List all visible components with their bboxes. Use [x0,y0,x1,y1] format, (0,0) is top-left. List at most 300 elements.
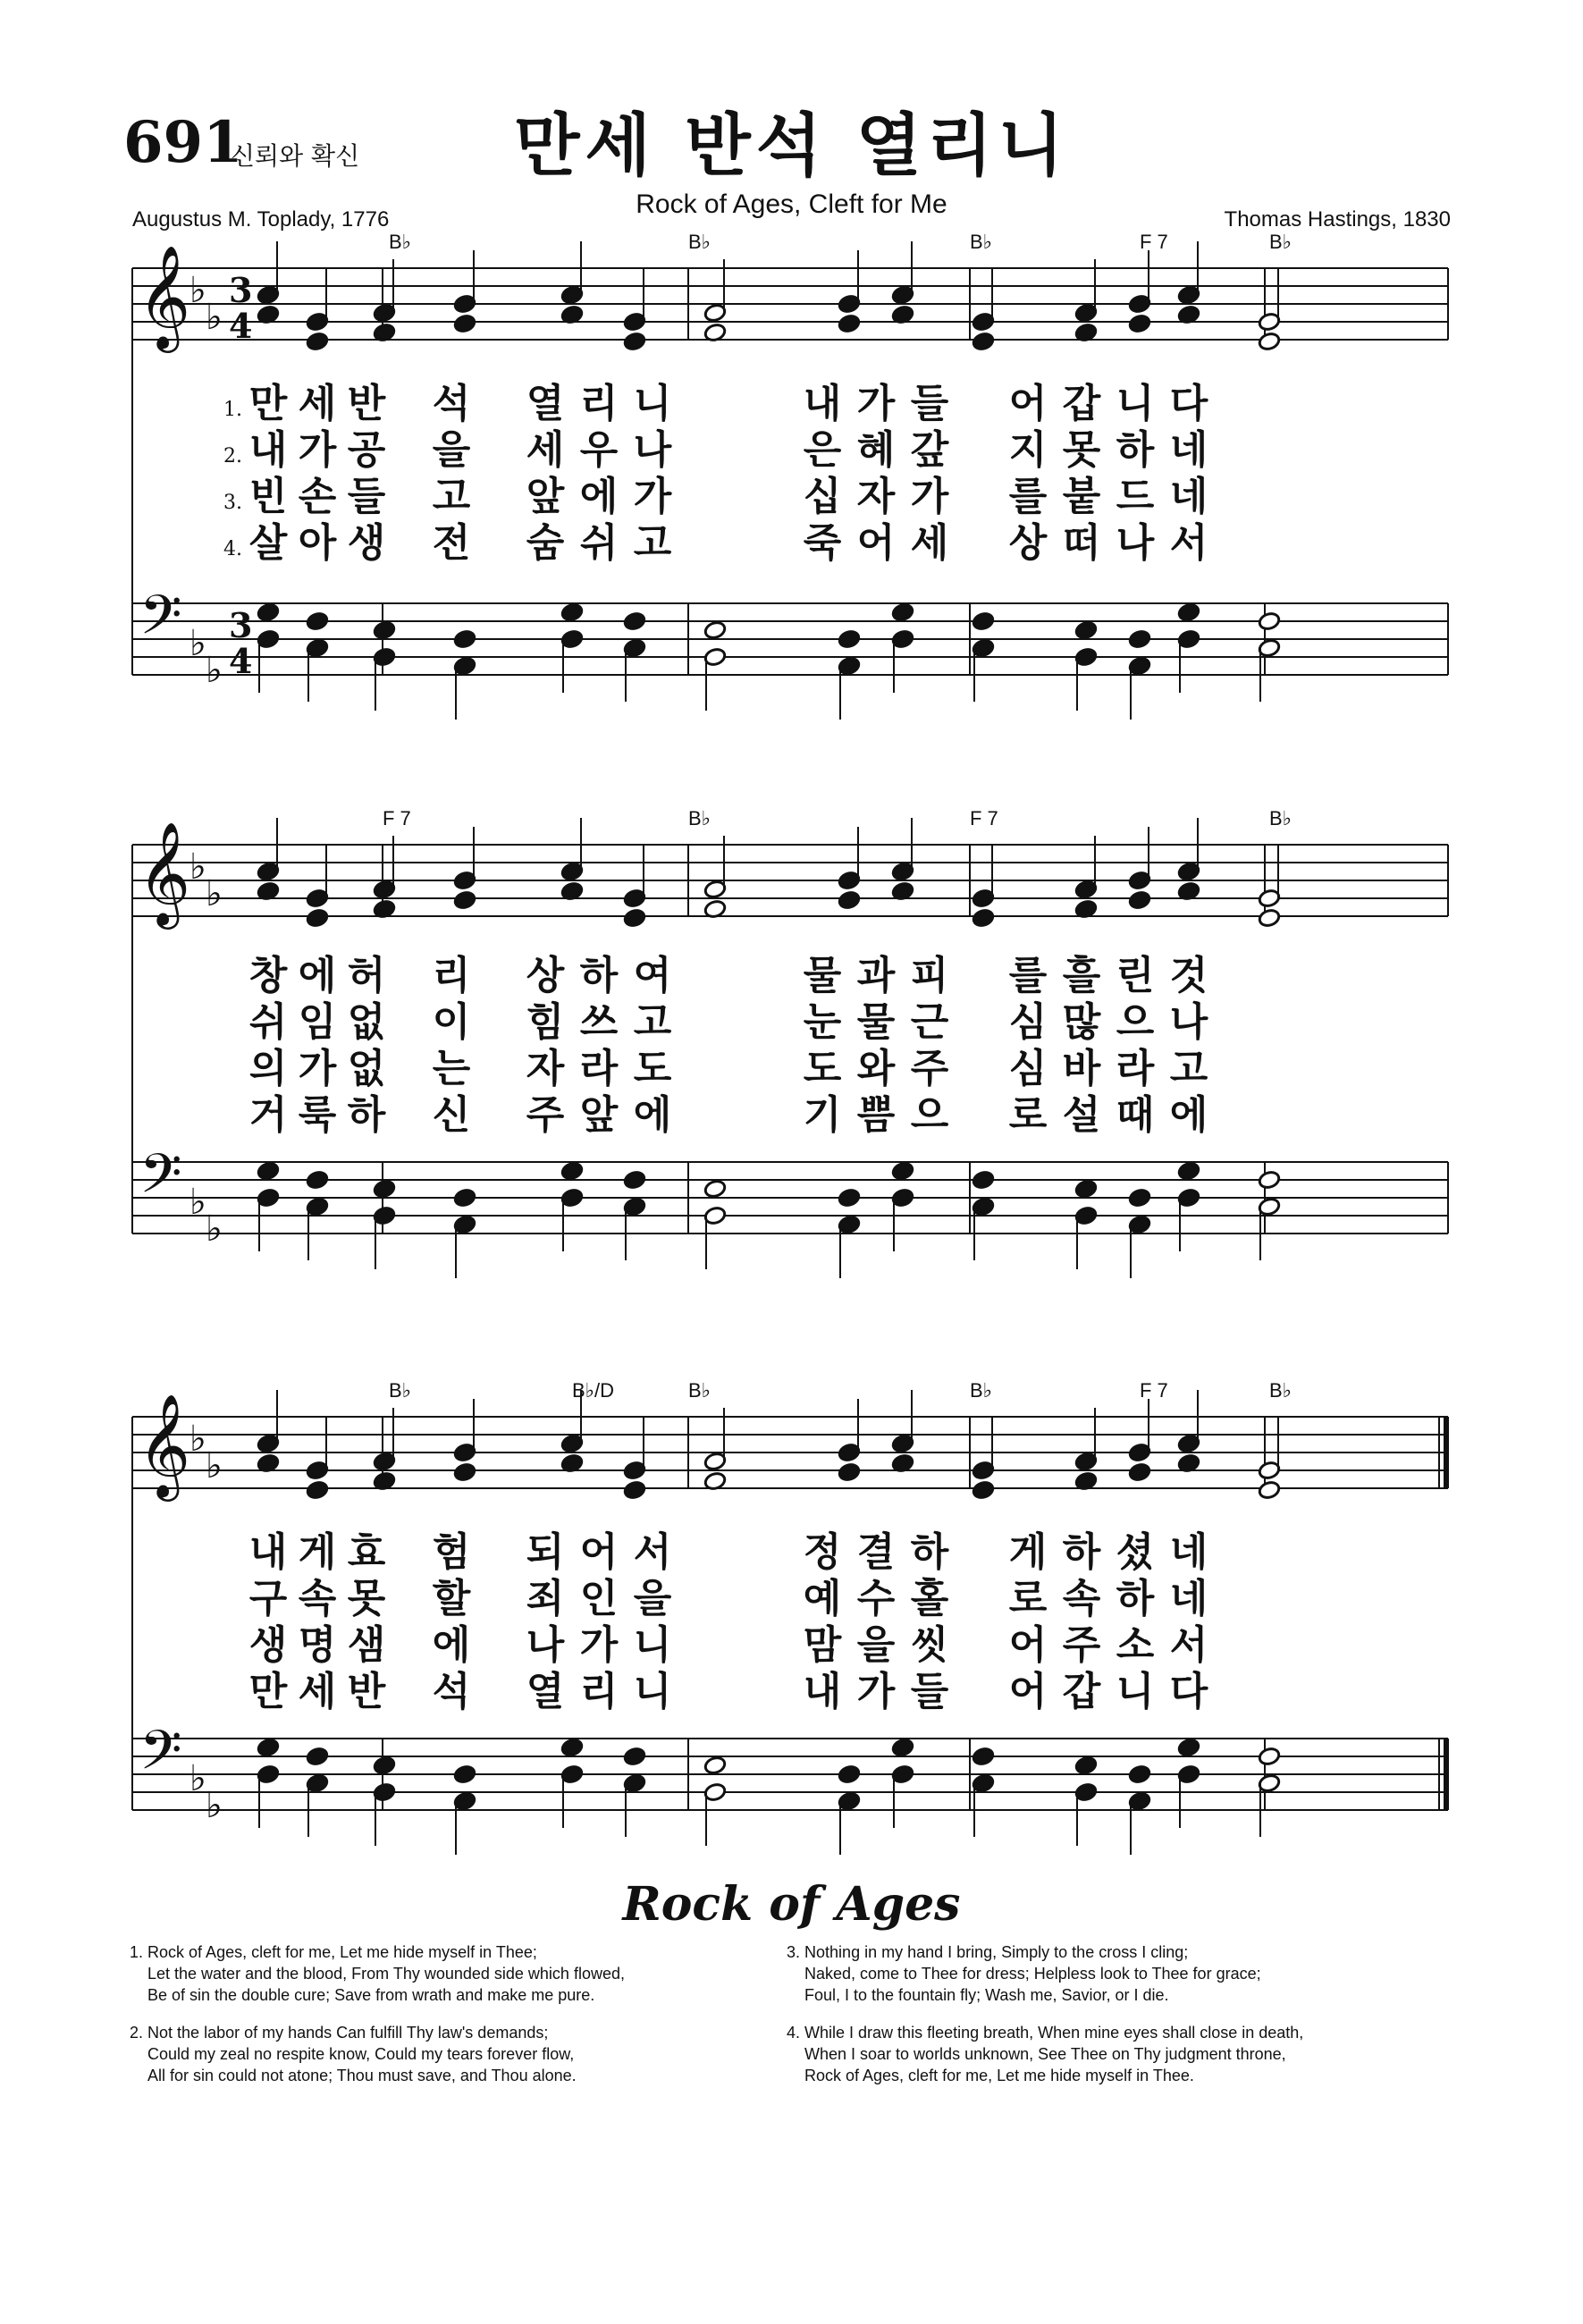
note-head [453,890,476,911]
english-verse-line: Naked, come to Thee for dress; Helpless look to Thee for grace; [804,1965,1261,1983]
lyric-syllable: 다 [1169,1669,1208,1714]
lyric-syllable: 명 [298,1622,337,1668]
lyric-syllable: 십 [803,474,842,519]
lyric-syllable: 갑 [1062,1669,1101,1714]
treble-clef-icon: 𝄞 [138,821,191,925]
lyric-syllable: 들 [910,1669,949,1714]
lyric-syllable: 만 [248,1669,288,1714]
treble-clef-icon: 𝄞 [138,244,191,349]
lyric-syllable: 를 [1008,953,1048,998]
lyric-syllable: 효 [347,1529,386,1575]
lyric-syllable: 숨 [526,520,565,566]
lyric-syllable: 가 [910,474,949,519]
note-head [972,908,995,929]
flat-sign-icon: ♭ [189,1182,206,1223]
lyric-syllable: 물 [856,999,896,1045]
note-head [1258,1170,1281,1191]
lyric-syllable: 죄 [526,1576,565,1621]
verse-number: 2. [223,445,242,467]
lyric-syllable: 못 [347,1576,386,1621]
flat-sign-icon: ♭ [189,623,206,664]
lyric-syllable: 에 [1169,1092,1208,1138]
lyric-syllable: 빈 [248,474,288,519]
note-head [703,1756,727,1776]
time-signature: 3 [229,605,253,645]
flat-sign-icon: ♭ [206,1445,223,1486]
note-head [1128,1188,1151,1208]
lyric-syllable: 가 [856,381,896,426]
lyric-syllable: 석 [432,381,471,426]
lyric-syllable: 라 [579,1046,619,1091]
lyric-syllable: 주 [1062,1622,1101,1668]
english-verse-line: Nothing in my hand I bring, Simply to the cross I cling; [804,1943,1189,1961]
chord-symbol: B♭ [688,1379,712,1402]
lyric-syllable: 어 [1008,1622,1048,1668]
note-head [1258,332,1281,352]
lyric-syllable: 로 [1008,1576,1048,1621]
bass-clef-icon: 𝄢 [139,1142,182,1219]
lyric-syllable: 니 [1116,1669,1155,1714]
lyric-syllable: 되 [526,1529,565,1575]
lyric-syllable: 수 [856,1576,896,1621]
english-verse-number: 1. [130,1943,144,1961]
hymn-title-korean: 만세 반석 열리니 [514,105,1069,185]
chord-symbol: F 7 [383,807,411,829]
note-head [257,602,280,623]
lyric-syllable: 네 [1169,427,1208,473]
lyric-syllable: 나 [1169,999,1208,1045]
flat-sign-icon: ♭ [189,846,206,888]
lyric-syllable: 샘 [347,1622,386,1668]
lyric-syllable: 어 [1008,381,1048,426]
lyric-syllable: 많 [1062,999,1101,1045]
note-head [972,332,995,352]
note-head [623,908,646,929]
lyric-syllable: 고 [1169,1046,1208,1091]
note-head [972,1480,995,1501]
lyric-syllable: 에 [579,474,619,519]
note-head [891,1738,914,1758]
lyric-syllable: 에 [298,953,337,998]
lyric-syllable: 로 [1008,1092,1048,1138]
note-head [623,332,646,352]
lyric-syllable: 서 [633,1529,672,1575]
lyric-syllable: 내 [248,427,288,473]
lyric-syllable: 앞 [526,474,565,519]
lyric-syllable: 니 [633,381,672,426]
note-head [453,314,476,334]
note-head [972,611,995,632]
lyric-syllable: 가 [856,1669,896,1714]
lyric-syllable: 죽 [803,520,842,566]
lyric-syllable: 소 [1116,1622,1155,1668]
lyric-syllable: 여 [633,953,672,998]
note-head [972,1747,995,1767]
lyric-syllable: 우 [579,427,619,473]
lyric-syllable: 갚 [910,427,949,473]
note-head [1258,1480,1281,1501]
chord-symbol: F 7 [1140,231,1168,253]
lyric-syllable: 인 [579,1576,619,1621]
note-head [703,620,727,641]
note-head [891,1161,914,1182]
lyric-syllable: 아 [298,520,337,566]
note-head [623,1480,646,1501]
lyric-syllable: 다 [1169,381,1208,426]
english-verse-line: Rock of Ages, cleft for me, Let me hide myself in Thee; [147,1943,537,1961]
english-verse-number: 2. [130,2024,144,2042]
note-head [623,1170,646,1191]
note-head [1074,620,1098,641]
note-head [1128,890,1151,911]
english-verse-3 [787,1941,1261,2006]
lyric-syllable: 정 [803,1529,842,1575]
lyric-syllable: 리 [579,1669,619,1714]
note-head [306,1480,329,1501]
lyric-syllable: 근 [910,999,949,1045]
lyric-syllable: 결 [856,1529,896,1575]
lyric-syllable: 도 [633,1046,672,1091]
lyric-syllable: 떠 [1062,520,1101,566]
lyric-syllable: 살 [248,520,288,566]
lyric-syllable: 와 [856,1046,896,1091]
final-bar-thick [1444,1739,1449,1810]
note-head [1258,1747,1281,1767]
note-head [1177,1161,1200,1182]
english-section-title: Rock of Ages [622,1877,961,1932]
lyric-syllable: 으 [910,1092,949,1138]
lyric-syllable: 손 [298,474,337,519]
flat-sign-icon: ♭ [206,650,223,691]
english-verse-number: 3. [787,1943,801,1961]
lyric-syllable: 린 [1116,953,1155,998]
lyric-syllable: 지 [1008,427,1048,473]
lyric-syllable: 을 [432,427,471,473]
flat-sign-icon: ♭ [189,270,206,311]
lyric-syllable: 가 [298,1046,337,1091]
lyric-syllable: 내 [803,1669,842,1714]
lyric-syllable: 니 [1116,381,1155,426]
lyric-syllable: 들 [347,474,386,519]
lyric-syllable: 주 [910,1046,949,1091]
note-head [306,1747,329,1767]
lyric-syllable: 전 [432,520,471,566]
lyric-syllable: 거 [248,1092,288,1138]
english-verse-line: Foul, I to the fountain fly; Wash me, Savior, or I die. [804,1986,1169,2004]
lyric-syllable: 속 [1062,1576,1101,1621]
flat-sign-icon: ♭ [206,297,223,338]
lyric-syllable: 으 [1116,999,1155,1045]
note-head [891,602,914,623]
lyric-syllable: 혜 [856,427,896,473]
lyric-syllable: 반 [347,381,386,426]
lyric-syllable: 할 [432,1576,471,1621]
lyric-syllable: 물 [803,953,842,998]
lyric-syllable: 창 [248,953,288,998]
treble-clef-icon: 𝄞 [138,1393,191,1497]
note-head [623,611,646,632]
lyric-syllable: 앞 [579,1092,619,1138]
lyric-syllable: 게 [298,1529,337,1575]
lyric-syllable: 자 [856,474,896,519]
lyric-syllable: 설 [1062,1092,1101,1138]
lyric-syllable: 고 [633,520,672,566]
note-head [306,1170,329,1191]
lyric-syllable: 반 [347,1669,386,1714]
hymn-category: 신뢰와 확신 [231,141,360,171]
lyric-syllable: 험 [432,1529,471,1575]
note-head [838,629,861,650]
lyric-syllable: 세 [298,381,337,426]
lyric-syllable: 네 [1169,1576,1208,1621]
lyric-syllable: 것 [1169,953,1208,998]
lyric-syllable: 맘 [803,1622,842,1668]
chord-symbol: B♭ [1269,807,1293,829]
note-head [453,1188,476,1208]
note-head [560,602,584,623]
english-verse-line: Be of sin the double cure; Save from wrath and make me pure. [147,1986,595,2004]
lyric-syllable: 열 [526,381,565,426]
english-verse-line: While I draw this fleeting breath, When mine eyes shall close in death, [804,2024,1304,2042]
lyricist-credit: Augustus M. Toplady, 1776 [132,207,390,232]
english-verse-number: 4. [787,2024,801,2042]
note-head [560,1738,584,1758]
lyric-syllable: 생 [347,520,386,566]
lyric-syllable: 열 [526,1669,565,1714]
hymn-number: 691 [123,109,243,176]
lyric-syllable: 도 [803,1046,842,1091]
note-head [1128,314,1151,334]
flat-sign-icon: ♭ [206,1208,223,1250]
note-head [306,908,329,929]
lyric-syllable: 자 [526,1046,565,1091]
lyric-syllable: 쓰 [579,999,619,1045]
english-verse-line: Not the labor of my hands Can fulfill Thy law's demands; [147,2024,549,2042]
lyric-syllable: 내 [248,1529,288,1575]
chord-symbol: B♭ [1269,1379,1293,1402]
lyric-syllable: 하 [347,1092,386,1138]
lyric-syllable: 어 [856,520,896,566]
verse-number: 1. [223,399,242,421]
note-head [560,1161,584,1182]
lyric-syllable: 과 [856,953,896,998]
lyric-syllable: 하 [1116,1576,1155,1621]
lyric-syllable: 가 [579,1622,619,1668]
note-head [453,1764,476,1785]
lyric-syllable: 주 [526,1092,565,1138]
lyric-syllable: 네 [1169,1529,1208,1575]
lyric-syllable: 눈 [803,999,842,1045]
chord-symbol: B♭ [970,231,993,253]
lyric-syllable: 네 [1169,474,1208,519]
chord-symbol: B♭/D [572,1379,615,1402]
note-head [623,1747,646,1767]
time-signature: 3 [229,270,253,310]
chord-symbol: F 7 [1140,1379,1168,1402]
lyric-syllable: 리 [432,953,471,998]
chord-symbol: B♭ [970,1379,993,1402]
lyric-syllable: 때 [1116,1092,1155,1138]
note-head [838,890,861,911]
lyric-syllable: 심 [1008,999,1048,1045]
final-bar-thick [1444,1417,1449,1488]
lyric-syllable: 내 [803,381,842,426]
lyric-syllable: 는 [432,1046,471,1091]
lyric-syllable: 세 [526,427,565,473]
bass-clef-icon: 𝄢 [139,584,182,661]
note-head [453,629,476,650]
english-verse-line: When I soar to worlds unknown, See Thee on Thy judgment throne, [804,2045,1286,2063]
lyric-syllable: 고 [633,999,672,1045]
lyric-syllable: 신 [432,1092,471,1138]
note-head [1074,1756,1098,1776]
composer-credit: Thomas Hastings, 1830 [1224,207,1451,232]
lyric-syllable: 속 [298,1576,337,1621]
note-head [1258,908,1281,929]
lyric-syllable: 힘 [526,999,565,1045]
lyric-syllable: 나 [633,427,672,473]
lyric-syllable: 피 [910,953,949,998]
lyric-syllable: 붙 [1062,474,1101,519]
note-head [257,1738,280,1758]
lyric-syllable: 서 [1169,1622,1208,1668]
lyric-syllable: 없 [347,1046,386,1091]
note-head [306,611,329,632]
lyric-syllable: 못 [1062,427,1101,473]
lyric-syllable: 세 [298,1669,337,1714]
note-head [373,1756,396,1776]
lyric-syllable: 쉬 [248,999,288,1045]
lyric-syllable: 니 [633,1622,672,1668]
chord-symbol: F 7 [970,807,998,829]
lyric-syllable: 세 [910,520,949,566]
english-verse-4 [787,2022,1303,2086]
lyric-syllable: 의 [248,1046,288,1091]
bass-clef-icon: 𝄢 [139,1719,182,1796]
note-head [453,1462,476,1483]
english-verse-line: All for sin could not atone; Thou must save, and Thou alone. [147,2067,577,2084]
lyric-syllable: 홀 [910,1576,949,1621]
note-head [257,1161,280,1182]
lyric-syllable: 만 [248,381,288,426]
lyric-syllable: 예 [803,1576,842,1621]
lyric-syllable: 상 [1008,520,1048,566]
note-head [838,1188,861,1208]
note-head [1177,602,1200,623]
lyric-syllable: 갑 [1062,381,1101,426]
note-head [1128,629,1151,650]
lyric-syllable: 허 [347,953,386,998]
lyric-syllable: 쉬 [579,520,619,566]
lyric-syllable: 서 [1169,520,1208,566]
verse-number: 4. [223,538,242,560]
lyric-syllable: 가 [298,427,337,473]
lyric-syllable: 구 [248,1576,288,1621]
note-head [306,332,329,352]
verse-number: 3. [223,492,242,514]
lyric-syllable: 나 [1116,520,1155,566]
english-verse-2 [130,2022,577,2086]
note-head [1177,1738,1200,1758]
flat-sign-icon: ♭ [189,1419,206,1460]
lyric-syllable: 을 [856,1622,896,1668]
lyric-syllable: 바 [1062,1046,1101,1091]
lyric-syllable: 은 [803,427,842,473]
lyric-syllable: 들 [910,381,949,426]
lyric-syllable: 고 [432,474,471,519]
lyric-syllable: 룩 [298,1092,337,1138]
lyric-syllable: 생 [248,1622,288,1668]
note-head [703,1179,727,1200]
lyric-syllable: 에 [633,1092,672,1138]
note-head [1128,1462,1151,1483]
lyric-syllable: 드 [1116,474,1155,519]
note-head [373,1179,396,1200]
lyric-syllable: 을 [633,1576,672,1621]
lyric-syllable: 이 [432,999,471,1045]
lyric-syllable: 없 [347,999,386,1045]
english-verse-1 [130,1941,625,2006]
lyric-syllable: 하 [910,1529,949,1575]
lyric-syllable: 라 [1116,1046,1155,1091]
lyric-syllable: 하 [1116,427,1155,473]
chord-symbol: B♭ [1269,231,1293,253]
flat-sign-icon: ♭ [206,1785,223,1826]
english-verse-line: Rock of Ages, cleft for me, Let me hide myself in Thee. [804,2067,1194,2084]
english-verse-line: Could my zeal no respite know, Could my tears forever flow, [147,2045,575,2063]
chord-symbol: B♭ [389,1379,412,1402]
lyric-syllable: 리 [579,381,619,426]
lyric-syllable: 상 [526,953,565,998]
lyric-syllable: 를 [1008,474,1048,519]
note-head [838,1764,861,1785]
lyric-syllable: 어 [1008,1669,1048,1714]
flat-sign-icon: ♭ [189,1758,206,1799]
english-verse-line: Let the water and the blood, From Thy wounded side which flowed, [147,1965,625,1983]
hymn-title-english: Rock of Ages, Cleft for Me [636,189,947,219]
lyric-syllable: 공 [347,427,386,473]
note-head [838,314,861,334]
lyric-syllable: 가 [633,474,672,519]
lyric-syllable: 게 [1008,1529,1048,1575]
lyric-syllable: 에 [432,1622,471,1668]
lyric-syllable: 기 [803,1092,842,1138]
chord-symbol: B♭ [688,807,712,829]
lyric-syllable: 하 [1062,1529,1101,1575]
lyric-syllable: 석 [432,1669,471,1714]
note-head [838,1462,861,1483]
note-head [1128,1764,1151,1785]
lyric-syllable: 쁨 [856,1092,896,1138]
note-head [972,1170,995,1191]
lyric-syllable: 임 [298,999,337,1045]
time-signature: 4 [229,306,253,346]
lyric-syllable: 하 [579,953,619,998]
chord-symbol: B♭ [688,231,712,253]
lyric-syllable: 셨 [1116,1529,1155,1575]
note-head [373,620,396,641]
note-head [1258,611,1281,632]
lyric-syllable: 씻 [910,1622,949,1668]
lyric-syllable: 흘 [1062,953,1101,998]
note-head [1074,1179,1098,1200]
lyric-syllable: 나 [526,1622,565,1668]
lyric-syllable: 심 [1008,1046,1048,1091]
flat-sign-icon: ♭ [206,873,223,914]
time-signature: 4 [229,641,253,681]
lyric-syllable: 니 [633,1669,672,1714]
chord-symbol: B♭ [389,231,412,253]
